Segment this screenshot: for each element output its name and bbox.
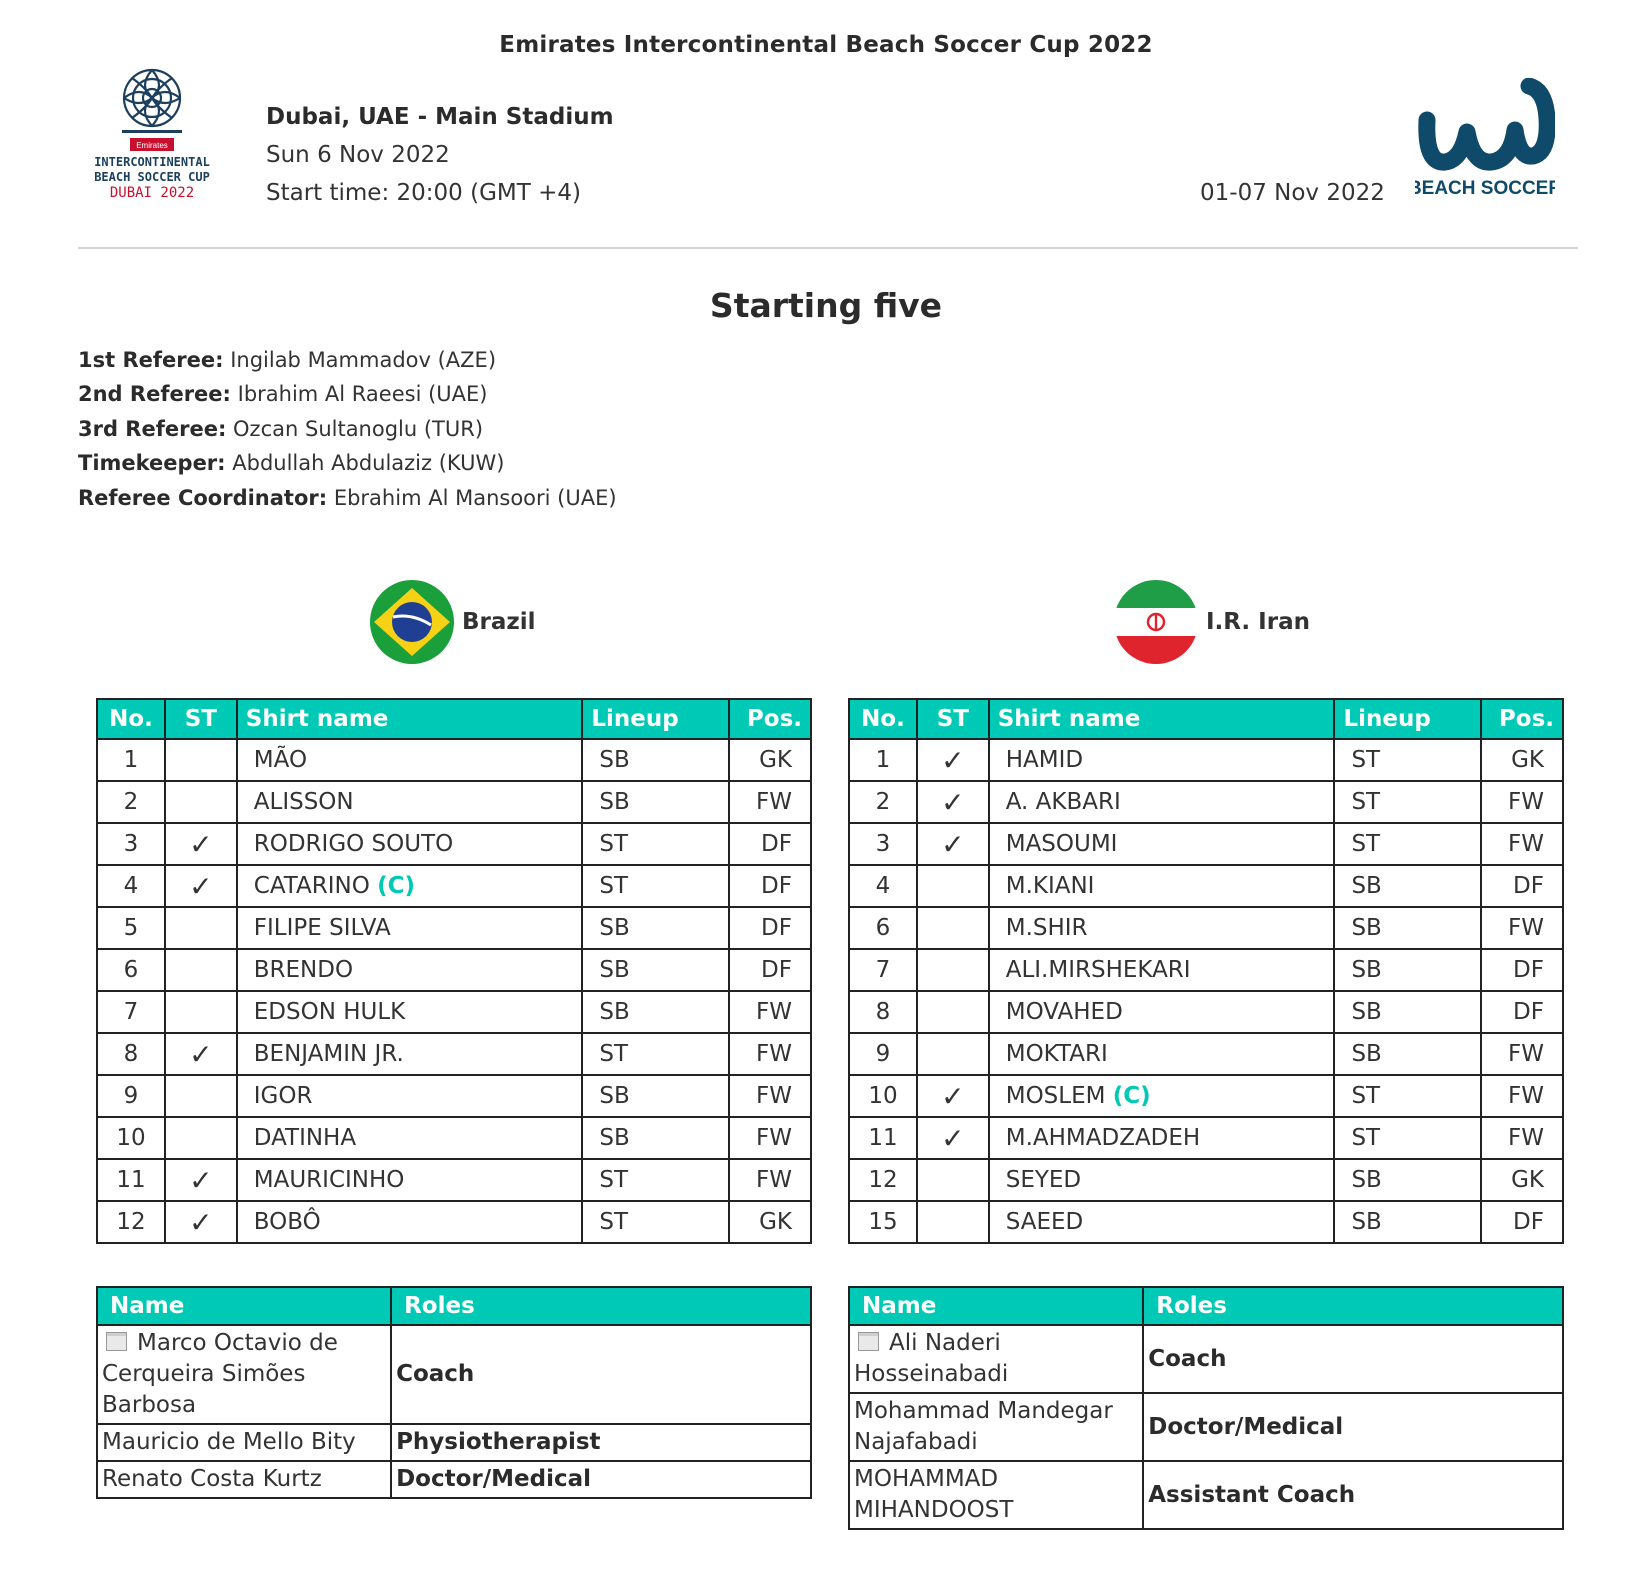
column-header-pos: Pos. [729,699,811,739]
player-shirt-name: MÃO [253,747,308,773]
staff-role: Coach [391,1325,811,1424]
staff-role: Physiotherapist [391,1424,811,1461]
starter-cell [165,991,237,1033]
player-position: FW [1481,1117,1563,1159]
starter-cell [917,1075,989,1117]
player-lineup: SB [1334,1159,1481,1201]
staff-name: Ali Naderi Hosseinabadi [854,1330,1009,1387]
starter-cell [917,1201,989,1243]
player-row [97,739,811,781]
player-shirt-name: RODRIGO SOUTO [253,831,454,857]
official-label: 3rd Referee: [78,417,227,441]
player-shirt-name: M.AHMADZADEH [1005,1125,1201,1151]
player-name-cell [989,949,1335,991]
column-header-lineup: Lineup [1334,699,1481,739]
player-shirt-name: FILIPE SILVA [253,915,391,941]
staff-name-cell [97,1424,391,1461]
brazil-flag-icon [370,580,454,664]
player-name-cell [989,739,1335,781]
beach-soccer-logo [1415,78,1555,204]
check-icon: ✓ [189,869,213,903]
player-lineup: ST [582,865,729,907]
player-name-cell [237,865,583,907]
starter-cell [165,1075,237,1117]
player-lineup: SB [582,991,729,1033]
column-header-shirt-name: Shirt name [989,699,1335,739]
player-number: 3 [849,823,917,865]
starter-cell [165,781,237,823]
player-shirt-name: A. AKBARI [1005,789,1121,815]
starter-cell [165,949,237,991]
player-number: 11 [97,1159,165,1201]
team-header-iran [1114,578,1310,666]
player-shirt-name: BENJAMIN JR. [253,1041,404,1067]
player-position: DF [1481,991,1563,1033]
player-row [97,1201,811,1243]
staff-row [97,1461,811,1498]
player-shirt-name: SAEED [1005,1209,1084,1235]
staff-table-brazil [96,1286,812,1499]
player-shirt-name: EDSON HULK [253,999,406,1025]
player-row [849,1117,1563,1159]
player-row [849,949,1563,991]
column-header-st: ST [917,699,989,739]
player-position: GK [729,1201,811,1243]
player-position: DF [729,907,811,949]
player-lineup: ST [1334,739,1481,781]
player-number: 10 [97,1117,165,1159]
staff-name-cell [97,1461,391,1498]
event-dates: 01-07 Nov 2022 [1200,180,1385,206]
player-name-cell [989,1075,1335,1117]
player-position: DF [1481,949,1563,991]
player-row [849,865,1563,907]
starter-cell [165,1201,237,1243]
player-row [849,1075,1563,1117]
player-lineup: SB [1334,1033,1481,1075]
column-header-name: Name [849,1287,1143,1325]
player-row [849,1201,1563,1243]
player-shirt-name: HAMID [1005,747,1084,773]
official-value: Ibrahim Al Raeesi (UAE) [237,382,488,406]
player-position: FW [729,1075,811,1117]
player-lineup: ST [582,823,729,865]
staff-name: Mohammad Mandegar Najafabadi [854,1398,1113,1455]
player-position: DF [729,949,811,991]
official-label: 1st Referee: [78,348,224,372]
player-row [849,823,1563,865]
staff-role: Assistant Coach [1143,1461,1563,1529]
player-name-cell [237,781,583,823]
captain-badge: (C) [377,873,416,899]
player-number: 12 [97,1201,165,1243]
player-row [849,907,1563,949]
player-shirt-name: SEYED [1005,1167,1082,1193]
player-number: 10 [849,1075,917,1117]
starter-cell [917,739,989,781]
staff-role: Doctor/Medical [1143,1393,1563,1461]
player-number: 6 [97,949,165,991]
staff-name: Marco Octavio de Cerqueira Simões Barbosa [102,1330,338,1418]
svg-text:DUBAI 2022: DUBAI 2022 [109,185,195,201]
player-number: 7 [97,991,165,1033]
player-position: FW [1481,1075,1563,1117]
player-shirt-name: MOSLEM [1005,1083,1106,1109]
player-number: 4 [849,865,917,907]
player-row [97,991,811,1033]
player-position: FW [729,991,811,1033]
player-position: FW [729,1159,811,1201]
official-value: Ingilab Mammadov (AZE) [230,348,497,372]
player-row [97,1117,811,1159]
player-position: GK [729,739,811,781]
player-number: 8 [97,1033,165,1075]
player-position: FW [1481,781,1563,823]
player-name-cell [989,1201,1335,1243]
team-name: Brazil [462,609,536,635]
starter-cell [917,907,989,949]
starter-cell [165,739,237,781]
roster-header-row [97,699,811,739]
player-row [97,949,811,991]
staff-name: MOHAMMAD MIHANDOOST [854,1466,1014,1523]
player-name-cell [237,739,583,781]
player-position: DF [729,865,811,907]
check-icon: ✓ [941,1121,965,1155]
player-position: FW [1481,823,1563,865]
official-label: Timekeeper: [78,451,226,475]
player-shirt-name: ALI.MIRSHEKARI [1005,957,1191,983]
player-position: FW [729,1117,811,1159]
staff-name: Renato Costa Kurtz [102,1466,322,1492]
starter-cell [917,823,989,865]
player-number: 15 [849,1201,917,1243]
player-name-cell [989,781,1335,823]
check-icon: ✓ [189,1205,213,1239]
player-row [97,1033,811,1075]
player-name-cell [237,949,583,991]
player-lineup: SB [582,1075,729,1117]
staff-name-cell [849,1393,1143,1461]
roster-table-brazil [96,698,812,1244]
player-lineup: ST [582,1201,729,1243]
player-name-cell [237,1033,583,1075]
player-name-cell [237,1075,583,1117]
player-position: FW [1481,907,1563,949]
check-icon: ✓ [941,785,965,819]
official-value: Ebrahim Al Mansoori (UAE) [333,486,617,510]
player-shirt-name: MOVAHED [1005,999,1123,1025]
player-position: DF [729,823,811,865]
column-header-lineup: Lineup [582,699,729,739]
player-row [97,907,811,949]
svg-text:INTERCONTINENTAL: INTERCONTINENTAL [94,155,210,169]
player-number: 11 [849,1117,917,1159]
player-shirt-name: MOKTARI [1005,1041,1108,1067]
player-position: DF [1481,1201,1563,1243]
player-row [849,991,1563,1033]
staff-row [849,1393,1563,1461]
player-name-cell [989,823,1335,865]
column-header-shirt-name: Shirt name [237,699,583,739]
column-header-no: No. [97,699,165,739]
player-row [97,1075,811,1117]
player-shirt-name: MASOUMI [1005,831,1118,857]
starter-cell [917,991,989,1033]
player-row [97,865,811,907]
staff-name-cell [849,1325,1143,1393]
captain-badge: (C) [1112,1083,1151,1109]
player-row [849,1159,1563,1201]
staff-name-cell [97,1325,391,1424]
player-lineup: SB [582,739,729,781]
starter-cell [917,1117,989,1159]
player-position: GK [1481,739,1563,781]
player-row [849,1033,1563,1075]
svg-text:BEACH SOCCER CUP: BEACH SOCCER CUP [94,170,210,184]
player-name-cell [989,1117,1335,1159]
player-position: FW [729,1033,811,1075]
official-3rd-referee [78,417,483,441]
player-shirt-name: MAURICINHO [253,1167,405,1193]
header-divider [78,247,1578,249]
staff-name: Mauricio de Mello Bity [102,1429,356,1455]
player-lineup: SB [582,1117,729,1159]
starter-cell [917,1033,989,1075]
player-shirt-name: IGOR [253,1083,313,1109]
player-number: 12 [849,1159,917,1201]
player-lineup: SB [582,781,729,823]
starter-cell [165,1117,237,1159]
player-number: 2 [849,781,917,823]
player-position: FW [729,781,811,823]
player-lineup: ST [1334,1075,1481,1117]
player-number: 8 [849,991,917,1033]
player-row [849,781,1563,823]
player-shirt-name: ALISSON [253,789,354,815]
tournament-logo [90,68,214,218]
official-2nd-referee [78,382,487,406]
player-shirt-name: DATINHA [253,1125,357,1151]
player-lineup: SB [1334,865,1481,907]
starter-cell [165,865,237,907]
column-header-no: No. [849,699,917,739]
starter-cell [165,1159,237,1201]
iran-flag-icon [1114,580,1198,664]
player-lineup: ST [1334,781,1481,823]
player-lineup: SB [1334,907,1481,949]
player-number: 1 [97,739,165,781]
player-shirt-name: M.KIANI [1005,873,1095,899]
match-venue: Dubai, UAE - Main Stadium [266,104,614,130]
event-title: Emirates Intercontinental Beach Soccer Cup 2022 [499,32,1153,58]
player-number: 9 [97,1075,165,1117]
column-header-name: Name [97,1287,391,1325]
official-1st-referee [78,348,496,372]
check-icon: ✓ [941,743,965,777]
starter-cell [165,907,237,949]
official-value: Abdullah Abdulaziz (KUW) [232,451,505,475]
player-lineup: ST [582,1159,729,1201]
staff-row [849,1461,1563,1529]
staff-role: Coach [1143,1325,1563,1393]
player-row [97,781,811,823]
column-header-roles: Roles [1143,1287,1563,1325]
player-name-cell [989,1033,1335,1075]
player-row [97,823,811,865]
player-name-cell [989,991,1335,1033]
player-name-cell [237,907,583,949]
check-icon: ✓ [941,1079,965,1113]
starter-cell [165,1033,237,1075]
starter-cell [165,823,237,865]
note-icon [106,1332,127,1351]
column-header-st: ST [165,699,237,739]
player-name-cell [237,1159,583,1201]
player-shirt-name: CATARINO [253,873,370,899]
staff-name-cell [849,1461,1143,1529]
staff-row [97,1325,811,1424]
svg-text:BEACH SOCCER: BEACH SOCCER [1415,178,1555,199]
player-lineup: SB [1334,991,1481,1033]
player-position: FW [1481,1033,1563,1075]
match-date: Sun 6 Nov 2022 [266,142,450,168]
check-icon: ✓ [189,1037,213,1071]
player-name-cell [237,823,583,865]
staff-row [849,1325,1563,1393]
player-number: 6 [849,907,917,949]
team-header-brazil [370,578,536,666]
official-value: Ozcan Sultanoglu (TUR) [233,417,484,441]
player-number: 4 [97,865,165,907]
staff-header-row [97,1287,811,1325]
player-lineup: SB [582,907,729,949]
player-lineup: SB [1334,1201,1481,1243]
starter-cell [917,1159,989,1201]
player-position: DF [1481,865,1563,907]
check-icon: ✓ [189,827,213,861]
player-lineup: ST [1334,823,1481,865]
column-header-pos: Pos. [1481,699,1563,739]
player-position: GK [1481,1159,1563,1201]
starter-cell [917,865,989,907]
player-lineup: SB [1334,949,1481,991]
starter-cell [917,949,989,991]
staff-table-iran [848,1286,1564,1530]
player-name-cell [989,865,1335,907]
note-icon [858,1332,879,1351]
column-header-roles: Roles [391,1287,811,1325]
svg-text:Emirates: Emirates [136,141,168,150]
player-shirt-name: BRENDO [253,957,354,983]
official-referee-coordinator [78,486,617,510]
player-name-cell [237,1117,583,1159]
player-number: 9 [849,1033,917,1075]
player-row [849,739,1563,781]
official-label: 2nd Referee: [78,382,231,406]
starter-cell [917,781,989,823]
staff-header-row [849,1287,1563,1325]
official-timekeeper [78,451,504,475]
roster-header-row [849,699,1563,739]
player-number: 3 [97,823,165,865]
player-number: 2 [97,781,165,823]
player-name-cell [237,991,583,1033]
team-name: I.R. Iran [1206,609,1310,635]
check-icon: ✓ [941,827,965,861]
player-lineup: ST [582,1033,729,1075]
player-shirt-name: BOBÔ [253,1209,321,1235]
roster-table-iran [848,698,1564,1244]
player-lineup: SB [582,949,729,991]
start-time: Start time: 20:00 (GMT +4) [266,180,581,206]
player-row [97,1159,811,1201]
player-number: 5 [97,907,165,949]
player-name-cell [989,1159,1335,1201]
official-label: Referee Coordinator: [78,486,328,510]
staff-role: Doctor/Medical [391,1461,811,1498]
player-number: 7 [849,949,917,991]
check-icon: ✓ [189,1163,213,1197]
player-lineup: ST [1334,1117,1481,1159]
staff-row [97,1424,811,1461]
player-shirt-name: M.SHIR [1005,915,1088,941]
player-number: 1 [849,739,917,781]
player-name-cell [237,1201,583,1243]
player-name-cell [989,907,1335,949]
section-title: Starting five [709,286,943,325]
